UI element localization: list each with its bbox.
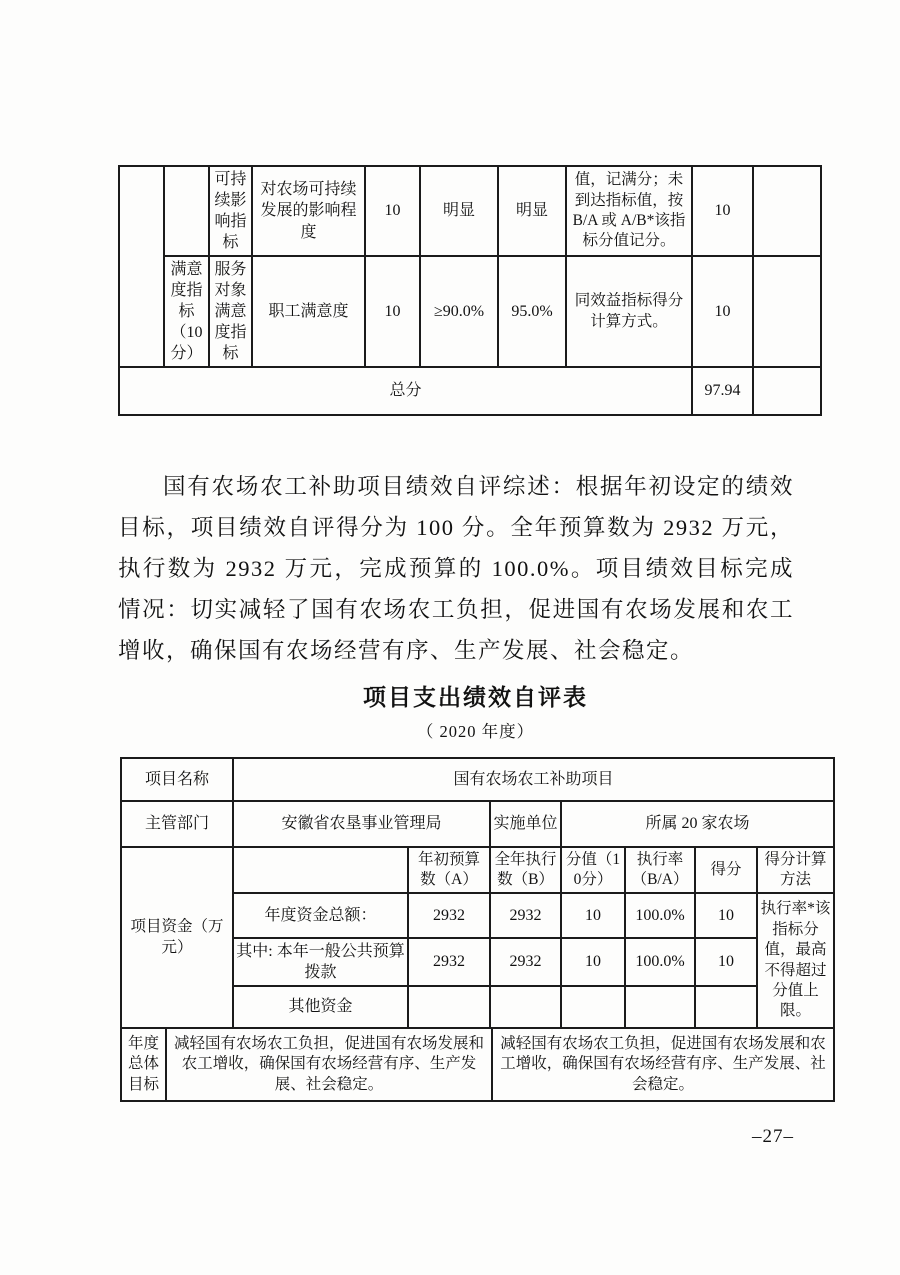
- fund-rate: 100.0%: [625, 893, 695, 938]
- eval-table-title: 项目支出绩效自评表: [363, 684, 588, 710]
- total-note-cell-empty: [753, 367, 821, 415]
- fund-budget: 2932: [408, 893, 490, 938]
- indicator-group-satisfaction: 服务对象满意度指标: [209, 256, 252, 367]
- eval-table-wrap: [120, 757, 833, 1102]
- fund-method-text: 执行率*该指标分值，最高不得超过分值上限。: [757, 893, 834, 1028]
- fund-score: [695, 986, 757, 1028]
- funds-label: 项目资金（万元）: [121, 847, 233, 1028]
- category-cell-empty: [164, 166, 209, 256]
- fund-score: 10: [695, 893, 757, 938]
- fund-score: 10: [695, 938, 757, 986]
- indicator-target-satisfaction: ≥90.0%: [420, 256, 498, 367]
- indicator-score-satisfaction: 10: [692, 256, 753, 367]
- goal-label: 年度总体目标: [121, 1028, 166, 1101]
- indicator-target-sustain: 明显: [420, 166, 498, 256]
- indicator-actual-sustain: 明显: [498, 166, 566, 256]
- fund-header-budget: 年初预算数（A）: [408, 847, 490, 893]
- indicator-category-satisfaction: 满意度指标（10分）: [164, 256, 209, 367]
- indicator-score-sustain: 10: [692, 166, 753, 256]
- indicator-group-sustain: 可持续影响指标: [209, 166, 252, 256]
- indicator-name-sustain: 对农场可持续发展的影响程度: [252, 166, 365, 256]
- indicator-note-cell-empty: [753, 256, 821, 367]
- total-score: 97.94: [692, 367, 753, 415]
- fund-row-label: 其他资金: [233, 986, 408, 1028]
- page-number: –27–: [752, 1126, 794, 1147]
- table-row: [119, 166, 821, 256]
- fund-executed: 2932: [490, 938, 561, 986]
- fund-weight: 10: [561, 893, 625, 938]
- table-row: [121, 801, 834, 847]
- fund-executed: [490, 986, 561, 1028]
- fund-header-method: 得分计算方法: [757, 847, 834, 893]
- indicator-scoring-satisfaction: 同效益指标得分计算方式。: [566, 256, 692, 367]
- fund-rate: 100.0%: [625, 938, 695, 986]
- indicator-note-cell-empty: [753, 166, 821, 256]
- annual-goal-row: [121, 1028, 834, 1101]
- fund-header-rate: 执行率（B/A）: [625, 847, 695, 893]
- indicator-name-satisfaction: 职工满意度: [252, 256, 365, 367]
- eval-table: [120, 757, 835, 1029]
- indicator-weight-satisfaction: 10: [365, 256, 420, 367]
- fund-rate: [625, 986, 695, 1028]
- fund-header-executed: 全年执行数（B）: [490, 847, 561, 893]
- fund-weight: 10: [561, 938, 625, 986]
- fund-weight: [561, 986, 625, 1028]
- dept-label: 主管部门: [121, 801, 233, 847]
- project-name-label: 项目名称: [121, 758, 233, 801]
- project-name-value: 国有农场农工补助项目: [233, 758, 834, 801]
- total-label: 总分: [119, 367, 692, 415]
- impl-label: 实施单位: [490, 801, 561, 847]
- table-row: [119, 256, 821, 367]
- indicator-weight-sustain: 10: [365, 166, 420, 256]
- fund-header-score: 得分: [695, 847, 757, 893]
- fund-executed: 2932: [490, 893, 561, 938]
- total-row: [119, 367, 821, 415]
- fund-row-label: 其中: 本年一般公共预算拨款: [233, 938, 408, 986]
- indicator-spacer-cell: [119, 166, 164, 367]
- fund-budget: [408, 986, 490, 1028]
- impl-value: 所属 20 家农场: [561, 801, 834, 847]
- table-row: [121, 758, 834, 801]
- indicator-actual-satisfaction: 95.0%: [498, 256, 566, 367]
- summary-paragraph: 国有农场农工补助项目绩效自评综述：根据年初设定的绩效目标，项目绩效自评得分为 100 分。全年预算数为 2932 万元，执行数为 2932 万元，完成预算的 100.0%。项目绩效目标完成情况：切实减轻了国有农场农工负担，促进国有农场发展和农工增收，确保国有农场经营有序、生产发展、社会稳定。: [118, 474, 794, 663]
- indicator-scoring-sustain: 值，记满分；未到达指标值，按 B/A 或 A/B*该指标分值记分。: [566, 166, 692, 256]
- annual-goal-table: [120, 1027, 835, 1102]
- fund-row-label: 年度资金总额：: [233, 893, 408, 938]
- fund-budget: 2932: [408, 938, 490, 986]
- goal-text-left: 减轻国有农场农工负担，促进国有农场发展和农工增收，确保国有农场经营有序、生产发展、社会稳定。: [166, 1028, 492, 1101]
- dept-value: 安徽省农垦事业管理局: [233, 801, 490, 847]
- fund-header-row: [121, 847, 834, 893]
- fund-header-weight: 分值（10分）: [561, 847, 625, 893]
- indicator-table: [118, 165, 822, 416]
- eval-table-subtitle: （ 2020 年度）: [416, 722, 535, 741]
- title-block: [118, 679, 833, 742]
- goal-text-right: 减轻国有农场农工负担，促进国有农场发展和农工增收，确保国有农场经营有序、生产发展、社会稳定。: [492, 1028, 834, 1101]
- fund-header-empty: [233, 847, 408, 893]
